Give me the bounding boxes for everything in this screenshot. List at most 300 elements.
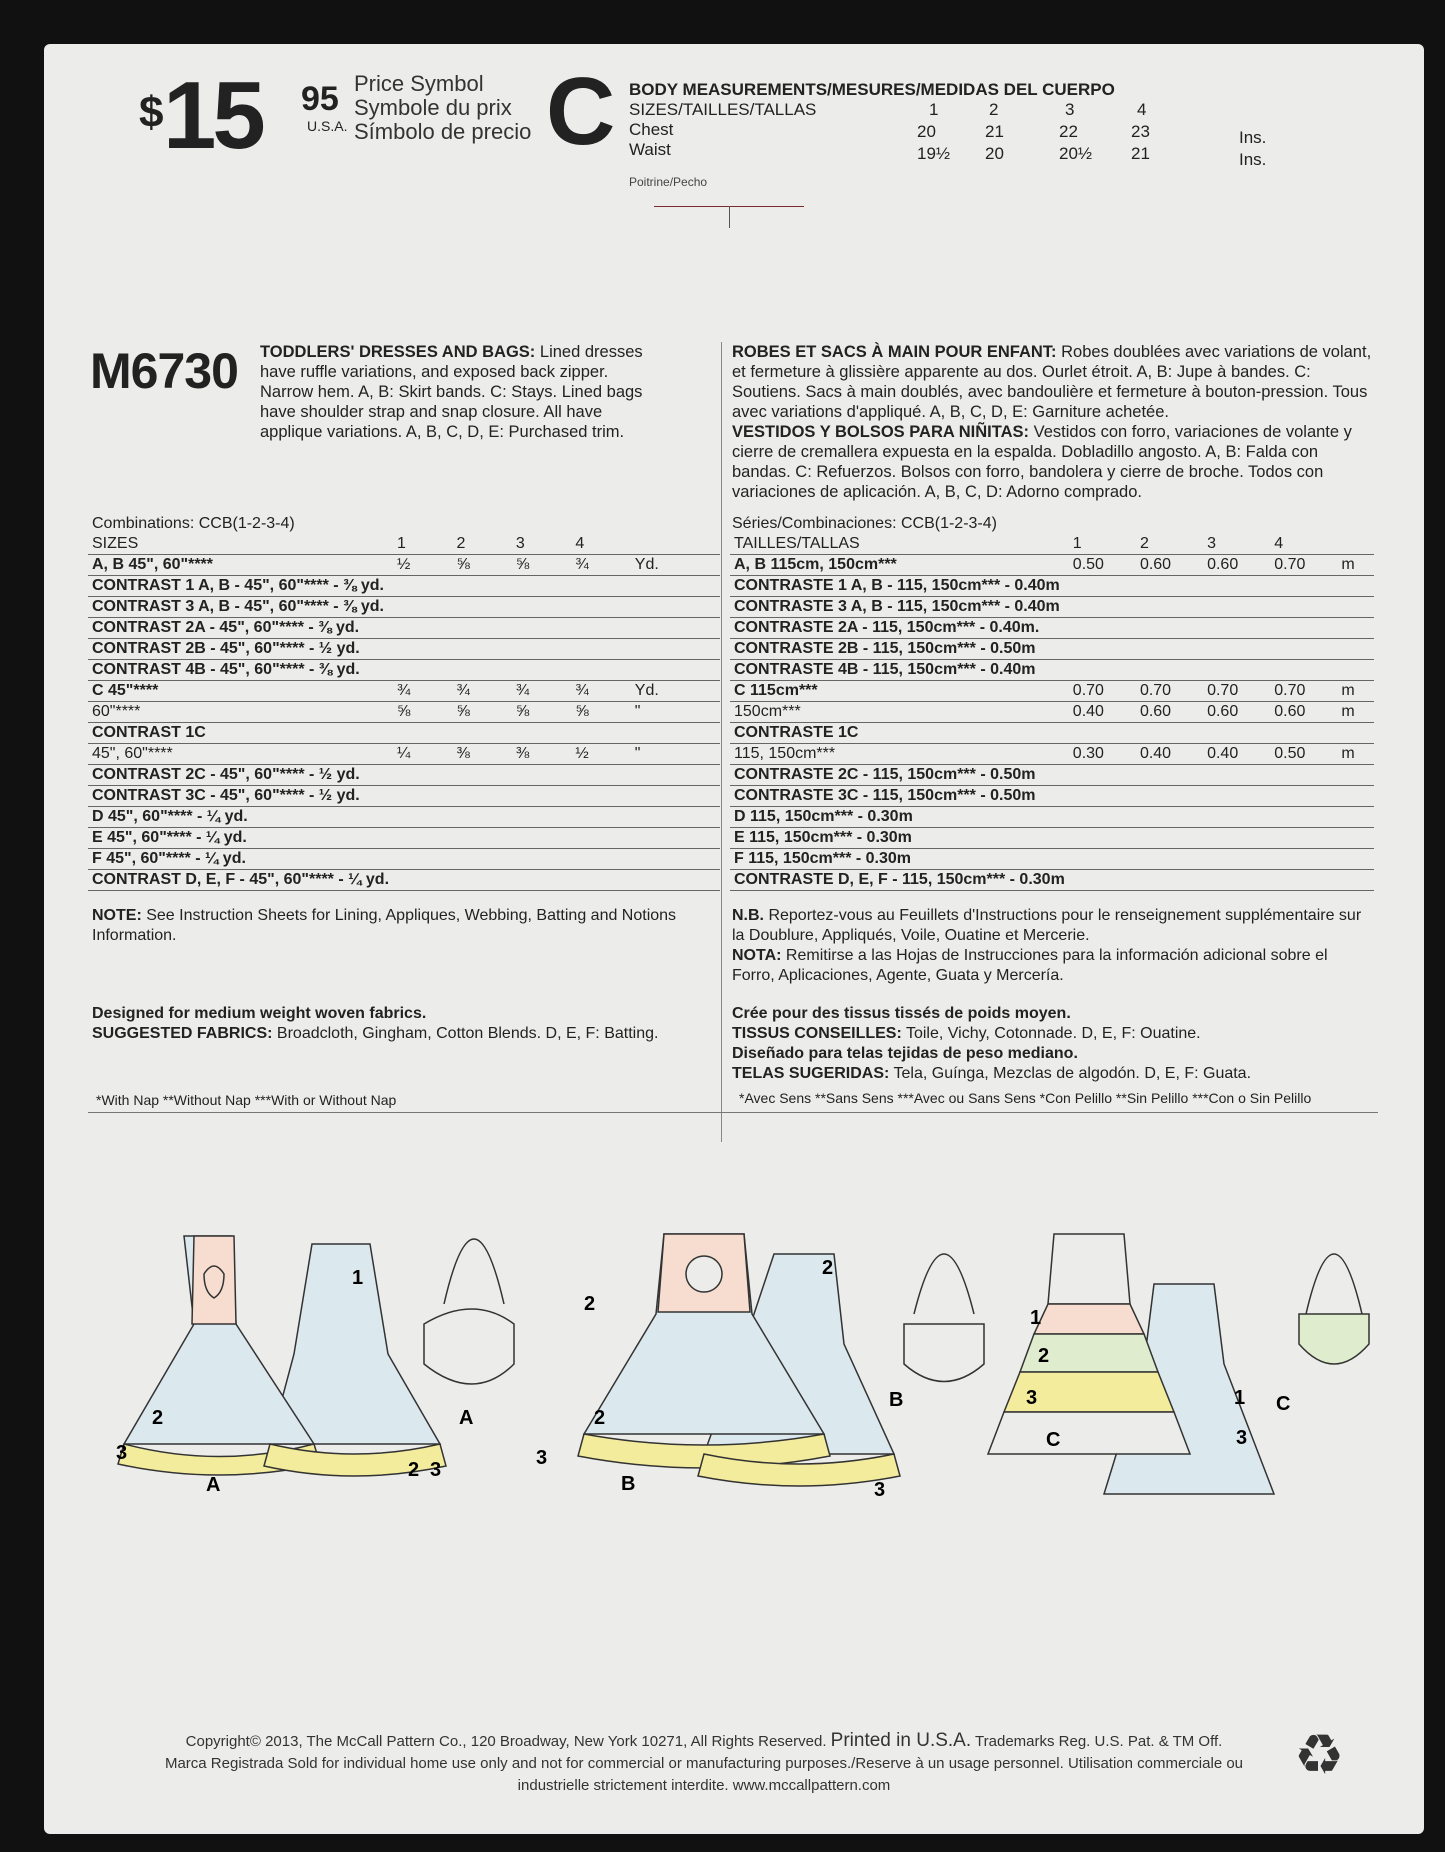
yardage-value-cell: ¾ (452, 681, 511, 702)
fabrics-en (92, 1004, 716, 1044)
chest-value: 20 (917, 122, 936, 141)
copyright-line-2: Marca Registrada Sold for individual home use only and not for commercial or manufacturing purposes./Reserve à un usage personnel. Utilisation commerciale ou (164, 1755, 1244, 1772)
yardage-value-cell: ¾ (571, 681, 630, 702)
yardage-value-cell (393, 807, 452, 828)
cut-tick (729, 206, 730, 228)
yardage-value-cell (631, 597, 720, 618)
yardage-label-cell: CONTRAST 2B - 45", 60"**** - ½ yd. (88, 639, 393, 660)
waist-value: 21 (1131, 144, 1150, 163)
yardage-value-cell (571, 639, 630, 660)
yardage-header-row (730, 534, 1374, 555)
yardage-row (88, 618, 720, 639)
yardage-value-cell (452, 849, 511, 870)
yardage-row (730, 576, 1374, 597)
yardage-row (88, 765, 720, 786)
nap-legend-fr-es: *Avec Sens **Sans Sens ***Avec ou Sans Sens *Con Pelillo **Sin Pelillo ***Con o Sin Pelillo (739, 1090, 1312, 1106)
yardage-value-cell: m (1337, 702, 1374, 723)
description-fr-es (732, 342, 1372, 502)
yardage-value-cell: 4 (571, 534, 630, 555)
chest-value: 21 (985, 122, 1004, 141)
yardage-table-en (88, 534, 720, 891)
pattern-number: M6730 (90, 343, 238, 399)
yardage-label-cell: CONTRASTE 3C - 115, 150cm*** - 0.50m (730, 786, 1069, 807)
yardage-value-cell (1203, 723, 1270, 744)
yardage-value-cell: 1 (393, 534, 452, 555)
yardage-value-cell (1337, 786, 1374, 807)
yardage-value-cell: 0.60 (1203, 555, 1270, 576)
yardage-label-cell: C 115cm*** (730, 681, 1069, 702)
yardage-value-cell (512, 765, 571, 786)
yardage-label-cell: CONTRASTE 4B - 115, 150cm*** - 0.40m (730, 660, 1069, 681)
note-es-label: NOTA: (732, 947, 782, 964)
yardage-value-cell (1136, 723, 1203, 744)
yardage-value-cell (1270, 870, 1337, 891)
callout-1: 1 (352, 1267, 364, 1289)
yardage-value-cell (1337, 576, 1374, 597)
yardage-value-cell (1270, 723, 1337, 744)
yardage-row (730, 828, 1374, 849)
sizes-row (629, 100, 1147, 120)
yardage-row (730, 681, 1374, 702)
yardage-value-cell: ⅝ (571, 702, 630, 723)
yardage-label-cell: F 45", 60"**** - ¼ yd. (88, 849, 393, 870)
yardage-value-cell (631, 723, 720, 744)
yardage-value-cell: 0.70 (1136, 681, 1203, 702)
yardage-value-cell (452, 828, 511, 849)
yardage-label-cell: F 115, 150cm*** - 0.30m (730, 849, 1069, 870)
yardage-value-cell (1069, 597, 1136, 618)
note-en-label: NOTE: (92, 907, 142, 924)
yardage-value-cell (512, 786, 571, 807)
yardage-value-cell (1270, 660, 1337, 681)
combinations-fr: Séries/Combinaciones: CCB(1-2-3-4) (732, 515, 997, 532)
yardage-row (88, 639, 720, 660)
yardage-row (730, 807, 1374, 828)
body-measurements (629, 80, 1267, 196)
callout-2: 2 (822, 1257, 834, 1279)
yardage-row (88, 555, 720, 576)
yardage-value-cell (1136, 597, 1203, 618)
yardage-value-cell: 3 (1203, 534, 1270, 555)
yardage-label-cell: CONTRASTE 2A - 115, 150cm*** - 0.40m. (730, 618, 1069, 639)
yardage-label-cell: 150cm*** (730, 702, 1069, 723)
yardage-value-cell (631, 870, 720, 891)
yardage-value-cell (452, 723, 511, 744)
waist-value: 20½ (1059, 144, 1093, 163)
yardage-value-cell (1203, 786, 1270, 807)
yardage-label-cell: CONTRAST 4B - 45", 60"**** - ⅜ yd. (88, 660, 393, 681)
yardage-value-cell (393, 597, 452, 618)
yardage-row (730, 723, 1374, 744)
yardage-label-cell: CONTRAST 3C - 45", 60"**** - ½ yd. (88, 786, 393, 807)
yardage-label-cell: D 115, 150cm*** - 0.30m (730, 807, 1069, 828)
yardage-value-cell (1203, 618, 1270, 639)
size-value: 1 (929, 100, 939, 119)
yardage-value-cell (1203, 828, 1270, 849)
yardage-value-cell: Yd. (631, 555, 720, 576)
yardage-value-cell (631, 765, 720, 786)
yardage-value-cell (631, 828, 720, 849)
yardage-value-cell (1136, 639, 1203, 660)
body-measurements-title: BODY MEASUREMENTS/MESURES/MEDIDAS DEL CUERPO (629, 80, 1115, 99)
yardage-value-cell (393, 639, 452, 660)
chest-value: 22 (1059, 122, 1078, 141)
yardage-row (730, 702, 1374, 723)
note-fr-label: N.B. (732, 907, 764, 924)
trademark-text: Trademarks Reg. U.S. Pat. & TM Off. (975, 1733, 1223, 1750)
yardage-value-cell (571, 618, 630, 639)
size-value: 4 (1137, 100, 1147, 119)
description-es-title: VESTIDOS Y BOLSOS PARA NIÑITAS: (732, 423, 1030, 441)
view-a-bag (424, 1309, 514, 1384)
bag-c-label: C (1276, 1393, 1291, 1415)
price-country: U.S.A. (307, 118, 348, 134)
yardage-row (88, 597, 720, 618)
yardage-value-cell (512, 618, 571, 639)
yardage-value-cell (1203, 870, 1270, 891)
yardage-value-cell (452, 765, 511, 786)
yardage-row (88, 786, 720, 807)
yardage-value-cell: m (1337, 681, 1374, 702)
description-en-title: TODDLERS' DRESSES AND BAGS: (260, 343, 536, 361)
fabrics-fr-es (732, 1004, 1372, 1084)
yardage-row (88, 807, 720, 828)
recycle-icon: ♻ (1294, 1723, 1345, 1786)
size-value: 3 (1065, 100, 1075, 119)
description-es-text: Vestidos con forro, variaciones de volante y cierre de cremallera expuesta en la espalda. Dobladillo angosto. A, B: Falda con bandas. C: Refuerzos. Bolsos con forro, bandolera y cierre de broche. Todos con variaciones de aplicación. A, B, C, D: Adorno comprado. (732, 423, 1352, 501)
yardage-value-cell (571, 576, 630, 597)
yardage-label-cell: CONTRASTE 1C (730, 723, 1069, 744)
yardage-value-cell (1069, 765, 1136, 786)
yardage-value-cell: 3 (512, 534, 571, 555)
yardage-value-cell (1136, 660, 1203, 681)
fabrics-fr-text: Toile, Vichy, Cotonnade. D, E, F: Ouatine. (905, 1025, 1201, 1042)
yardage-value-cell (393, 828, 452, 849)
yardage-value-cell: ⅝ (452, 555, 511, 576)
yardage-value-cell: ¾ (393, 681, 452, 702)
view-a-label: A (206, 1474, 221, 1496)
yardage-value-cell (1203, 807, 1270, 828)
yardage-value-cell (631, 849, 720, 870)
view-b-bag (904, 1324, 984, 1382)
yardage-value-cell (571, 765, 630, 786)
description-fr-text: Robes doublées avec variations de volant, et fermeture à glissière apparente au dos. Ourlet étroit. A, B: Jupe à bandes. C: Soutiens. Sacs à main doublés, avec bandoulière et fermeture à bouton-pression. Tous avec variations d'appliqué. A, B, C, D, E: Garniture achetée. (732, 343, 1372, 421)
sizes-label: SIZES/TAILLES/TALLAS (629, 100, 817, 119)
yardage-value-cell (1270, 639, 1337, 660)
callout-3: 3 (874, 1479, 886, 1501)
view-c-bag-strap (1306, 1254, 1362, 1314)
yardage-value-cell (512, 597, 571, 618)
yardage-value-cell: ⅝ (393, 702, 452, 723)
waist-row (629, 140, 1267, 169)
yardage-value-cell (1270, 597, 1337, 618)
view-c-tier-4 (988, 1412, 1190, 1454)
yardage-value-cell (571, 807, 630, 828)
yardage-label-cell: CONTRAST 1C (88, 723, 393, 744)
fabrics-fr-designed: Crée pour des tissus tissés de poids moyen. (732, 1005, 1071, 1022)
fabrics-es-text: Tela, Guínga, Mezclas de algodón. D, E, F: Guata. (893, 1065, 1252, 1082)
yardage-value-cell (1337, 723, 1374, 744)
yardage-value-cell (1203, 660, 1270, 681)
yardage-label-cell: C 45"**** (88, 681, 393, 702)
yardage-value-cell: 0.60 (1136, 555, 1203, 576)
yardage-value-cell (571, 870, 630, 891)
yardage-label-cell: 115, 150cm*** (730, 744, 1069, 765)
waist-unit: Ins. (1239, 150, 1267, 169)
yardage-label-cell: 45", 60"**** (88, 744, 393, 765)
yardage-value-cell (512, 807, 571, 828)
note-en-text: See Instruction Sheets for Lining, Appliques, Webbing, Batting and Notions Information. (92, 907, 677, 944)
copyright-block (104, 1730, 1304, 1797)
yardage-value-cell: ½ (571, 744, 630, 765)
yardage-row (88, 849, 720, 870)
cut-off-text: Poitrine/Pecho (629, 175, 708, 189)
yardage-row (730, 660, 1374, 681)
yardage-header-row (88, 534, 720, 555)
yardage-value-cell: 0.40 (1203, 744, 1270, 765)
fabrics-fr-label: TISSUS CONSEILLES: (732, 1025, 902, 1042)
yardage-value-cell (1337, 870, 1374, 891)
yardage-value-cell (1337, 534, 1374, 555)
yardage-value-cell (452, 597, 511, 618)
fabrics-en-text: Broadcloth, Gingham, Cotton Blends. D, E, F: Batting. (276, 1025, 659, 1042)
yardage-value-cell (393, 723, 452, 744)
callout-3: 3 (536, 1447, 548, 1469)
yardage-value-cell: 1 (1069, 534, 1136, 555)
yardage-value-cell (393, 849, 452, 870)
yardage-value-cell (1069, 870, 1136, 891)
chest-label: Chest (629, 120, 674, 139)
yardage-row (88, 870, 720, 891)
yardage-value-cell (512, 828, 571, 849)
yardage-value-cell (1270, 786, 1337, 807)
yardage-value-cell (1136, 618, 1203, 639)
callout-2: 2 (584, 1293, 596, 1315)
yardage-value-cell (571, 597, 630, 618)
fabrics-es-label: TELAS SUGERIDAS: (732, 1065, 890, 1082)
yardage-value-cell (1203, 849, 1270, 870)
view-a-bag-strap (444, 1239, 504, 1304)
yardage-value-cell: 2 (1136, 534, 1203, 555)
yardage-value-cell: ½ (393, 555, 452, 576)
yardage-value-cell: 2 (452, 534, 511, 555)
yardage-label-cell: SIZES (88, 534, 393, 555)
yardage-row (730, 765, 1374, 786)
view-illustrations (44, 1194, 1424, 1654)
yardage-value-cell (1136, 849, 1203, 870)
yardage-value-cell (452, 639, 511, 660)
yardage-label-cell: 60"**** (88, 702, 393, 723)
yardage-row (730, 744, 1374, 765)
yardage-value-cell (1136, 828, 1203, 849)
yardage-value-cell (631, 639, 720, 660)
yardage-value-cell: ¾ (512, 681, 571, 702)
yardage-value-cell: ⅝ (512, 702, 571, 723)
yardage-value-cell (393, 660, 452, 681)
yardage-row (88, 744, 720, 765)
yardage-value-cell (1069, 723, 1136, 744)
description-en-text: Lined dresses have ruffle variations, and exposed back zipper. Narrow hem. A, B: Skirt bands. C: Stays. Lined bags have shoulder strap and snap closure. All have applique variations. A, B, C, D, E: Purchased trim. (260, 343, 643, 441)
waist-value: 19½ (917, 144, 951, 163)
yardage-value-cell: Yd. (631, 681, 720, 702)
yardage-value-cell (1337, 828, 1374, 849)
yardage-label-cell: CONTRASTE 2B - 115, 150cm*** - 0.50m (730, 639, 1069, 660)
callout-2: 2 (594, 1407, 606, 1429)
yardage-value-cell (571, 849, 630, 870)
description-fr-title: ROBES ET SACS À MAIN POUR ENFANT: (732, 343, 1057, 361)
yardage-label-cell: CONTRASTE 3 A, B - 115, 150cm*** - 0.40m (730, 597, 1069, 618)
yardage-value-cell: 0.70 (1270, 681, 1337, 702)
callout-2: 2 (152, 1407, 164, 1429)
yardage-value-cell: ¼ (393, 744, 452, 765)
view-b-bag-strap (914, 1254, 974, 1314)
view-c-tier-1 (1034, 1304, 1144, 1334)
yardage-value-cell: ⅜ (512, 744, 571, 765)
yardage-value-cell (393, 786, 452, 807)
yardage-value-cell: 0.70 (1069, 681, 1136, 702)
view-b-label: B (621, 1473, 636, 1495)
yardage-value-cell (571, 723, 630, 744)
yardage-value-cell (1069, 849, 1136, 870)
note-en (92, 906, 716, 946)
yardage-row (88, 702, 720, 723)
chest-unit: Ins. (1239, 128, 1267, 147)
yardage-value-cell (631, 534, 720, 555)
yardage-value-cell (1136, 576, 1203, 597)
yardage-label-cell: A, B 45", 60"**** (88, 555, 393, 576)
yardage-row (730, 639, 1374, 660)
yardage-row (730, 555, 1374, 576)
yardage-value-cell (452, 618, 511, 639)
view-c-label: C (1046, 1429, 1061, 1451)
yardage-value-cell: 0.50 (1069, 555, 1136, 576)
yardage-value-cell (1136, 765, 1203, 786)
yardage-value-cell (1136, 870, 1203, 891)
chest-row (629, 120, 1267, 147)
yardage-value-cell (393, 576, 452, 597)
yardage-value-cell (631, 786, 720, 807)
yardage-value-cell: ⅝ (512, 555, 571, 576)
yardage-value-cell (1337, 660, 1374, 681)
yardage-value-cell: 0.60 (1270, 702, 1337, 723)
yardage-value-cell (452, 786, 511, 807)
view-c-bag (1299, 1314, 1369, 1364)
view-b-dress (578, 1234, 984, 1486)
yardage-value-cell (1203, 639, 1270, 660)
yardage-row (730, 870, 1374, 891)
yardage-value-cell (512, 723, 571, 744)
yardage-value-cell (631, 576, 720, 597)
yardage-value-cell (1270, 618, 1337, 639)
yardage-value-cell (1270, 828, 1337, 849)
price-symbol-letter: C (546, 58, 616, 165)
callout-3: 3 (1026, 1387, 1038, 1409)
yardage-label-cell: CONTRASTE D, E, F - 115, 150cm*** - 0.30m (730, 870, 1069, 891)
note-fr-es (732, 906, 1372, 986)
yardage-label-cell: CONTRASTE 1 A, B - 115, 150cm*** - 0.40m (730, 576, 1069, 597)
yardage-label-cell: CONTRAST D, E, F - 45", 60"**** - ¼ yd. (88, 870, 393, 891)
fabrics-en-designed: Designed for medium weight woven fabrics. (92, 1005, 427, 1022)
combinations-en: Combinations: CCB(1-2-3-4) (92, 515, 295, 532)
yardage-value-cell (571, 828, 630, 849)
yardage-value-cell (1069, 618, 1136, 639)
yardage-label-cell: CONTRAST 2C - 45", 60"**** - ½ yd. (88, 765, 393, 786)
description-en (260, 342, 660, 442)
yardage-value-cell (512, 870, 571, 891)
yardage-value-cell (1270, 849, 1337, 870)
copyright-text: Copyright© 2013, The McCall Pattern Co., 120 Broadway, New York 10271, All Rights Reserved. (185, 1733, 827, 1750)
yardage-value-cell: 0.30 (1069, 744, 1136, 765)
column-divider (721, 342, 722, 1142)
price-cents: 95 (301, 80, 339, 118)
yardage-value-cell (512, 639, 571, 660)
copyright-line-3: industrielle strictement interdite. www.mccallpattern.com (517, 1777, 891, 1794)
yardage-value-cell (1069, 807, 1136, 828)
callout-1: 1 (1234, 1387, 1246, 1409)
yardage-row (88, 828, 720, 849)
pattern-envelope (44, 44, 1424, 1834)
yardage-value-cell (1203, 597, 1270, 618)
yardage-label-cell: E 115, 150cm*** - 0.30m (730, 828, 1069, 849)
yardage-value-cell (631, 807, 720, 828)
yardage-value-cell (1203, 765, 1270, 786)
yardage-value-cell (1069, 660, 1136, 681)
price-symbol-en: Price Symbol (354, 71, 484, 96)
yardage-value-cell: m (1337, 744, 1374, 765)
yardage-label-cell: CONTRAST 3 A, B - 45", 60"**** - ⅜ yd. (88, 597, 393, 618)
yardage-value-cell (452, 576, 511, 597)
yardage-value-cell (1136, 807, 1203, 828)
yardage-value-cell: ¾ (571, 555, 630, 576)
yardage-value-cell: 0.40 (1069, 702, 1136, 723)
yardage-value-cell (1337, 807, 1374, 828)
yardage-label-cell: A, B 115cm, 150cm*** (730, 555, 1069, 576)
yardage-value-cell: 0.60 (1136, 702, 1203, 723)
yardage-value-cell (571, 786, 630, 807)
yardage-value-cell (631, 618, 720, 639)
yardage-value-cell (1136, 786, 1203, 807)
yardage-label-cell: CONTRAST 2A - 45", 60"**** - ⅜ yd. (88, 618, 393, 639)
price-main: 15 (163, 62, 262, 169)
yardage-value-cell (631, 660, 720, 681)
yardage-value-cell: 0.70 (1203, 681, 1270, 702)
yardage-value-cell (1069, 828, 1136, 849)
yardage-value-cell (393, 765, 452, 786)
bag-b-label: B (889, 1389, 904, 1411)
yardage-value-cell: 0.70 (1270, 555, 1337, 576)
yardage-value-cell (1270, 576, 1337, 597)
callout-2: 2 (408, 1459, 420, 1481)
yardage-value-cell (1337, 597, 1374, 618)
yardage-label-cell: CONTRAST 1 A, B - 45", 60"**** - ⅜ yd. (88, 576, 393, 597)
yardage-value-cell (512, 849, 571, 870)
yardage-value-cell (1337, 765, 1374, 786)
yardage-value-cell (452, 807, 511, 828)
yardage-value-cell (1069, 786, 1136, 807)
yardage-value-cell: " (631, 702, 720, 723)
yardage-label-cell: TAILLES/TALLAS (730, 534, 1069, 555)
yardage-row (88, 576, 720, 597)
yardage-value-cell: ⅜ (452, 744, 511, 765)
size-value: 2 (989, 100, 999, 119)
fabrics-en-label: SUGGESTED FABRICS: (92, 1025, 273, 1042)
yardage-value-cell (1270, 765, 1337, 786)
callout-3: 3 (430, 1459, 442, 1481)
yardage-value-cell: 0.40 (1136, 744, 1203, 765)
yardage-value-cell: 0.60 (1203, 702, 1270, 723)
waist-label: Waist (629, 140, 671, 159)
callout-2: 2 (1038, 1345, 1050, 1367)
